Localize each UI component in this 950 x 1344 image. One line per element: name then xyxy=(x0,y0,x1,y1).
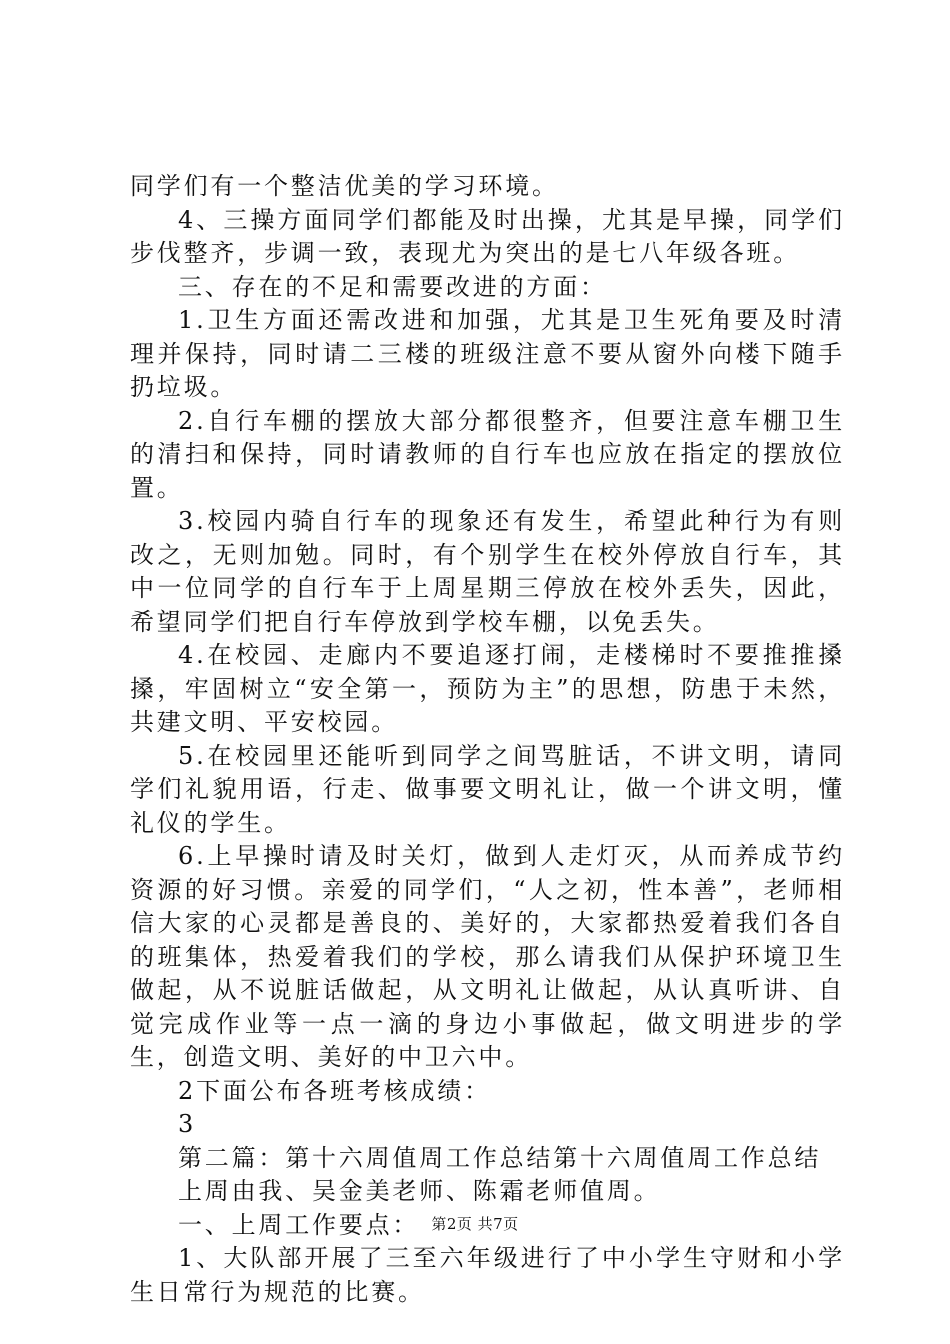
document-body xyxy=(130,170,845,1309)
paragraph: 4.在校园、走廊内不要追逐打闹，走楼梯时不要推推搡搡，牢固树立“安全第一，预防为主”的思想，防患于未然，共建文明、平安校园。 xyxy=(130,641,845,736)
paragraph: 4、三操方面同学们都能及时出操，尤其是早操，同学们步伐整齐，步调一致，表现尤为突出的是七八年级各班。 xyxy=(130,205,845,267)
paragraph: 2.自行车棚的摆放大部分都很整齐，但要注意车棚卫生的清扫和保持，同时请教师的自行车也应放在指定的摆放位置。 xyxy=(130,406,845,502)
paragraph: 三、存在的不足和需要改进的方面： xyxy=(178,272,607,301)
paragraph: 同学们有一个整洁优美的学习环境。 xyxy=(130,172,559,200)
paragraph: 3 xyxy=(178,1110,197,1138)
paragraph: 一、上周工作要点： xyxy=(178,1210,420,1239)
paragraph: 2下面公布各班考核成绩： xyxy=(178,1076,491,1105)
paragraph: 上周由我、吴金美老师、陈霜老师值周。 xyxy=(178,1177,661,1205)
paragraph: 3.校园内骑自行车的现象还有发生，希望此种行为有则改之，无则加勉。同时，有个别学生在校外停放自行车，其中一位同学的自行车于上周星期三停放在校外丢失，因此，希望同学们把自行车停放到学校车棚，以免丢失。 xyxy=(130,507,845,636)
paragraph: 6.上早操时请及时关灯，做到人走灯灭，从而养成节约资源的好习惯。亲爱的同学们，“人之初，性本善”，老师相信大家的心灵都是善良的、美好的，大家都热爱着我们各自的班集体，热爱着我们的学校，那么请我们从保护环境卫生做起，从不说脏话做起，从文明礼让做起，从认真听讲、自觉完成作业等一点一滴的身边小事做起，做文明进步的学生，创造文明、美好的中卫六中。 xyxy=(130,842,845,1071)
paragraph: 1.卫生方面还需改进和加强，尤其是卫生死角要及时清理并保持，同时请二三楼的班级注意不要从窗外向楼下随手扔垃圾。 xyxy=(130,306,845,401)
paragraph: 5.在校园里还能听到同学之间骂脏话，不讲文明，请同学们礼貌用语，行走、做事要文明礼让，做一个讲文明，懂礼仪的学生。 xyxy=(130,741,845,837)
page-number-footer: 第2页 共7页 xyxy=(431,1215,519,1233)
section-heading: 第二篇：第十六周值周工作总结第十六周值周工作总结 xyxy=(178,1143,822,1172)
paragraph: 1、大队部开展了三至六年级进行了中小学生守财和小学生日常行为规范的比赛。 xyxy=(130,1244,845,1306)
